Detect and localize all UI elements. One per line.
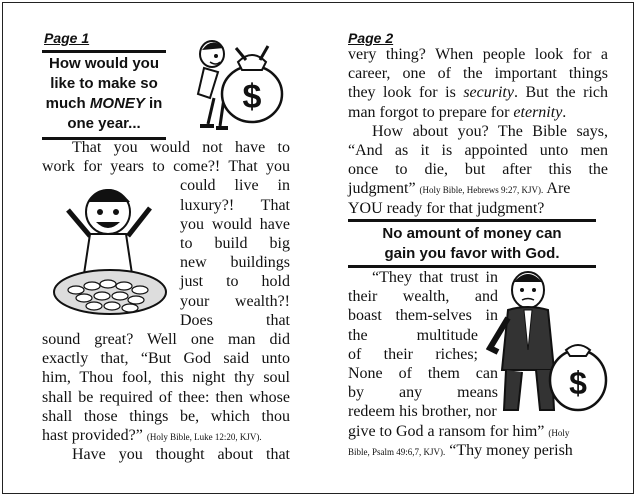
- text-line: [348, 345, 478, 364]
- text-run: “They that trust in: [372, 269, 498, 286]
- text-line: [180, 272, 290, 291]
- text-line: [42, 330, 290, 349]
- heading-rule-top: [42, 50, 166, 53]
- page-2-heading: [348, 224, 596, 264]
- text-line: [348, 83, 608, 102]
- heading-emphasis: MONEY: [89, 95, 145, 112]
- heading-line: How would you: [49, 55, 159, 72]
- text-line: [348, 287, 498, 306]
- text-line: [348, 141, 608, 160]
- text-run: luxury?! That: [180, 196, 290, 214]
- text-run: Does that: [180, 311, 290, 329]
- text-run: shall be required of thee: then whose: [42, 388, 290, 406]
- heading-line: like to make so: [50, 75, 158, 92]
- text-line: [348, 364, 498, 383]
- page-1-heading: [38, 54, 170, 134]
- text-run: That you would not have to: [72, 139, 290, 156]
- text-line: [180, 234, 290, 253]
- text-line: [42, 426, 262, 447]
- text-run: of their riches;: [348, 345, 478, 363]
- page-2-label: Page 2: [348, 30, 394, 46]
- text-run: shall those things be, which thou: [42, 407, 290, 425]
- text-run: just to hold: [180, 273, 290, 291]
- heading-rule-top: [348, 219, 596, 222]
- text-line: [348, 383, 498, 402]
- text-run: boast them-selves in: [348, 307, 498, 325]
- scripture-citation: (Holy Bible, Hebrews 9:27, KJV).: [419, 185, 544, 196]
- text-line: [348, 326, 478, 345]
- text-run: . But the rich: [513, 84, 608, 102]
- text-run: by any means: [348, 384, 498, 402]
- text-run: the multitude: [348, 326, 478, 344]
- svg-text:$: $: [569, 365, 587, 401]
- text-line: [348, 179, 608, 200]
- scripture-citation: (Holy Bible, Luke 12:20, KJV).: [146, 432, 262, 442]
- text-run: very thing? When people look for a: [348, 46, 608, 63]
- businessman-with-money-bag-icon: [486, 268, 610, 420]
- text-line: [348, 306, 498, 325]
- scripture-citation: Bible, Psalm 49:6,7, KJV).: [348, 446, 446, 457]
- text-line: [348, 422, 569, 443]
- text-line: [372, 268, 498, 287]
- text-run: you would have: [180, 215, 290, 233]
- text-run: “Thy money perish: [445, 441, 573, 459]
- scripture-citation: (Holy: [548, 427, 570, 438]
- text-line: [180, 176, 290, 195]
- text-line: [348, 64, 608, 83]
- text-line: [348, 160, 608, 179]
- page-1-label: Page 1: [44, 30, 90, 46]
- text-run: eternity: [513, 103, 563, 121]
- text-line: [348, 45, 608, 64]
- text-line: [180, 253, 290, 272]
- text-run: redeem his brother, nor: [348, 403, 497, 421]
- text-run: None of them can: [348, 365, 498, 382]
- text-run: once to die, but after this the: [348, 161, 608, 179]
- text-run: man forgot to prepare for: [348, 103, 514, 121]
- text-line: [72, 138, 290, 157]
- text-run: How about you? The Bible says,: [372, 122, 608, 140]
- svg-text:$: $: [242, 78, 262, 116]
- text-run: .: [562, 103, 567, 121]
- text-run: YOU ready for that judgment?: [348, 199, 545, 217]
- text-run: give to God a ransom for him”: [348, 422, 549, 440]
- text-run: to build big: [180, 235, 290, 252]
- text-run: Have you thought about that: [72, 446, 290, 464]
- money-bag-man-icon: [190, 36, 300, 134]
- text-line: [180, 215, 290, 234]
- heading-line: gain you favor with God.: [384, 245, 560, 262]
- text-line: [42, 388, 290, 407]
- text-run: they look for is: [348, 84, 464, 102]
- text-line: [372, 122, 608, 141]
- text-run: hast provided?”: [42, 427, 147, 444]
- text-run: sound great? Well one man did: [42, 331, 290, 348]
- text-run: new buildings: [180, 254, 290, 272]
- heading-line: No amount of money can: [382, 225, 562, 242]
- heading-line: much MONEY in: [45, 95, 163, 112]
- text-run: career, one of the important things: [348, 65, 608, 83]
- text-line: [180, 311, 290, 330]
- text-line: [348, 441, 573, 462]
- text-line: [180, 196, 290, 215]
- text-line: [348, 103, 566, 122]
- text-line: [42, 157, 290, 176]
- text-run: their wealth, and: [348, 288, 498, 306]
- text-run: exactly that, “But God said unto: [42, 350, 290, 368]
- text-line: [348, 402, 497, 421]
- text-line: [42, 368, 290, 387]
- text-run: “And as it is appointed unto men: [348, 142, 608, 159]
- text-line: [180, 292, 290, 311]
- text-run: security: [463, 84, 514, 102]
- text-line: [42, 349, 290, 368]
- text-run: could live in: [180, 177, 290, 195]
- text-run: work for years to come?! That you: [42, 158, 290, 176]
- text-line: [348, 199, 544, 218]
- text-run: Are: [543, 180, 571, 198]
- rich-man-on-coins-icon: [46, 180, 176, 320]
- text-run: your wealth?!: [180, 292, 290, 310]
- text-run: him, Thou fool, this night thy soul: [42, 369, 290, 387]
- text-line: [72, 445, 290, 464]
- heading-line: one year...: [67, 115, 141, 132]
- text-line: [42, 407, 290, 426]
- text-run: judgment”: [348, 180, 420, 198]
